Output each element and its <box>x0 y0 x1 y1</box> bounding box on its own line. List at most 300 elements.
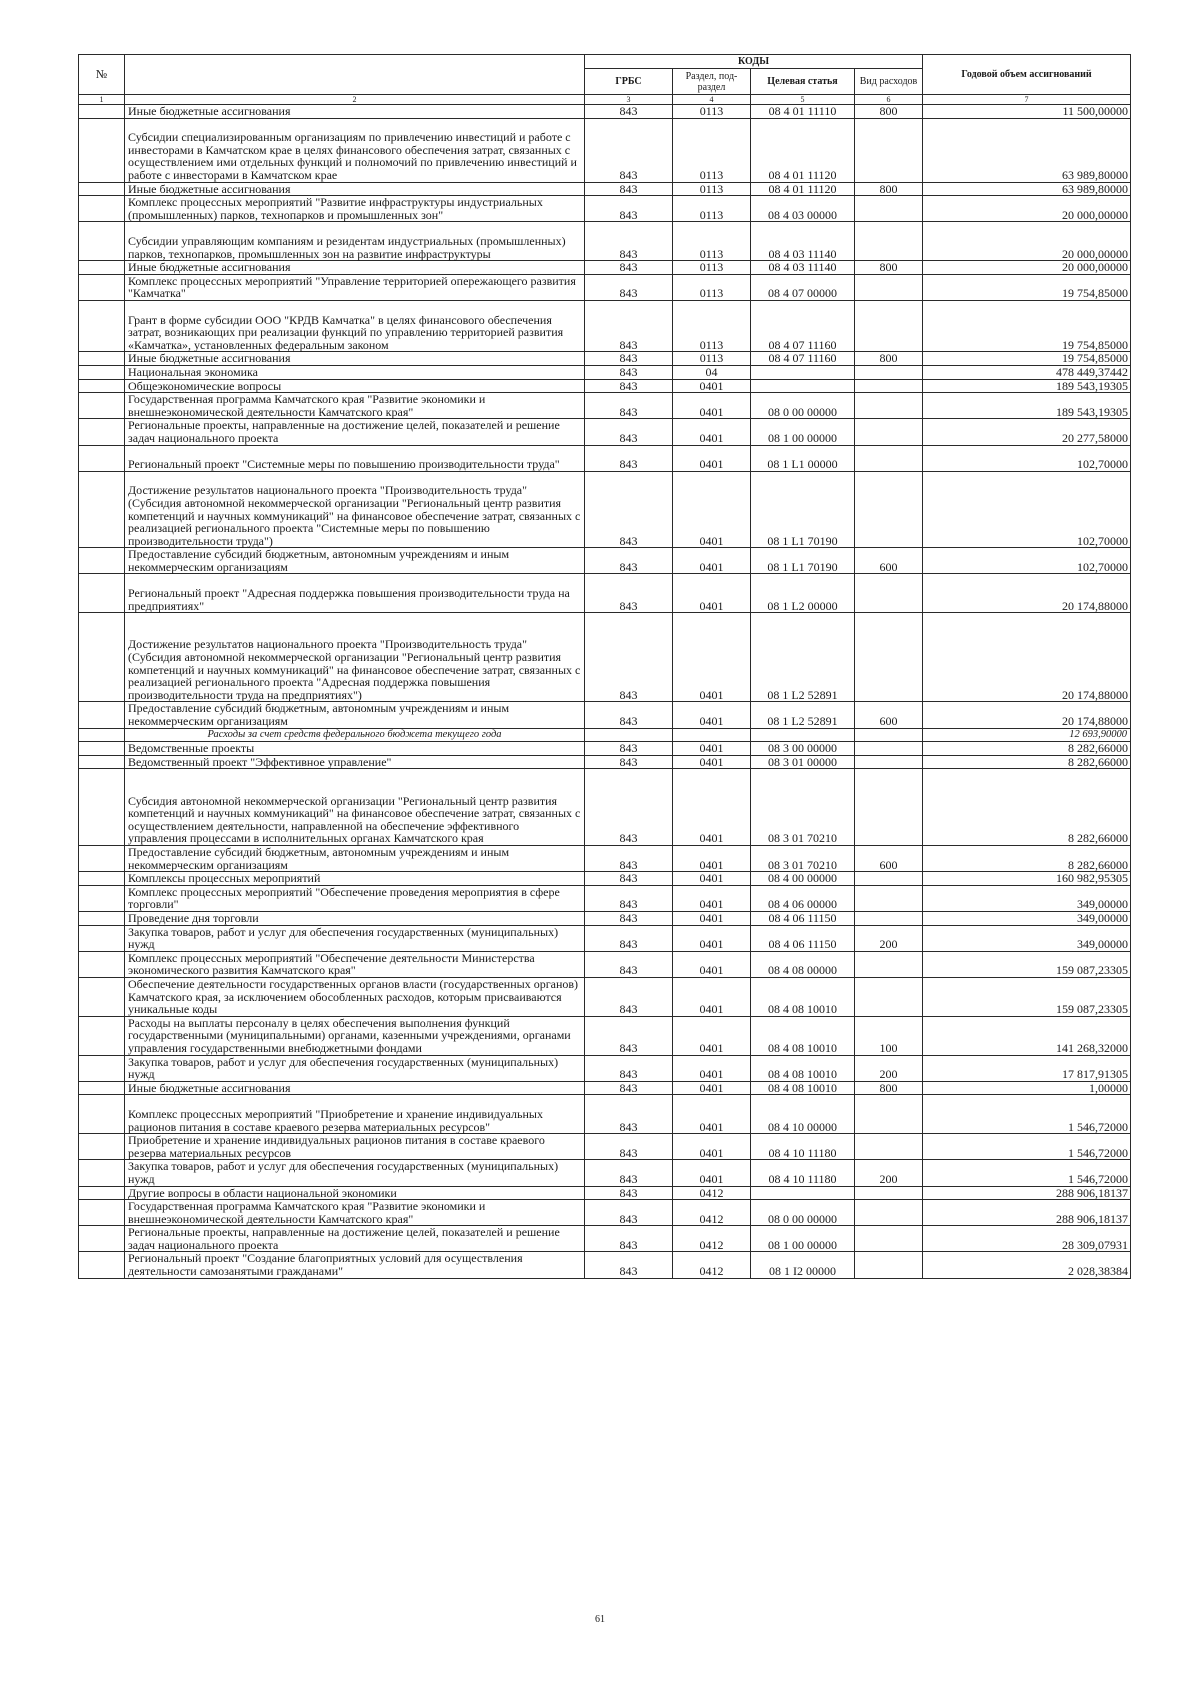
table-body <box>79 105 1131 1279</box>
row-number-cell <box>79 742 125 756</box>
row-number-cell <box>79 379 125 393</box>
table-row <box>79 471 1131 548</box>
table-row <box>79 846 1131 872</box>
row-exptype-cell <box>855 574 923 613</box>
row-target-cell: 08 0 00 00000 <box>751 393 855 419</box>
table-row <box>79 274 1131 300</box>
row-section-cell: 0401 <box>673 471 751 548</box>
row-grbs-cell: 843 <box>585 379 673 393</box>
row-grbs-cell: 843 <box>585 925 673 951</box>
row-grbs-cell <box>585 728 673 742</box>
row-exptype-cell <box>855 977 923 1016</box>
row-grbs-cell: 843 <box>585 445 673 471</box>
row-exptype-cell: 200 <box>855 1160 923 1186</box>
row-amount-cell: 20 000,00000 <box>923 222 1131 261</box>
row-number-cell <box>79 911 125 925</box>
row-section-cell: 0113 <box>673 352 751 366</box>
budget-table <box>78 54 1131 1279</box>
row-target-cell <box>751 728 855 742</box>
row-name-cell: Расходы на выплаты персоналу в целях обеспечения выполнения функций государственными (муниципальными) органами, казенными учреждениями, органами управления государственными внебюджетными фондами <box>125 1016 585 1055</box>
row-name-cell: Общеэкономические вопросы <box>125 379 585 393</box>
row-number-cell <box>79 222 125 261</box>
row-section-cell: 0401 <box>673 885 751 911</box>
row-number-cell <box>79 274 125 300</box>
row-exptype-cell <box>855 1186 923 1200</box>
row-number-cell <box>79 419 125 445</box>
row-exptype-cell: 600 <box>855 846 923 872</box>
table-row <box>79 445 1131 471</box>
col-num-2: 2 <box>125 95 585 105</box>
col-num-6: 6 <box>855 95 923 105</box>
row-exptype-cell <box>855 1095 923 1134</box>
table-row <box>79 951 1131 977</box>
row-amount-cell: 20 174,88000 <box>923 613 1131 702</box>
row-number-cell <box>79 574 125 613</box>
row-grbs-cell: 843 <box>585 769 673 846</box>
row-name-cell: Региональный проект "Адресная поддержка повышения производительности труда на предприятиях" <box>125 574 585 613</box>
table-row <box>79 613 1131 702</box>
row-amount-cell: 19 754,85000 <box>923 274 1131 300</box>
row-number-cell <box>79 182 125 196</box>
row-exptype-cell <box>855 885 923 911</box>
row-name-cell: Достижение результатов национального проекта "Производительность труда" (Субсидия автономной некоммерческой организации "Региональный центр развития компетенций и научных коммуникаций" на финансовое обеспечение затрат, связанных с реализацией регионального проекта "Адресная поддержка повышения производительности труда на предприятиях") <box>125 613 585 702</box>
row-section-cell: 0401 <box>673 742 751 756</box>
row-target-cell: 08 1 L2 52891 <box>751 702 855 728</box>
row-target-cell <box>751 365 855 379</box>
row-number-cell <box>79 1134 125 1160</box>
row-grbs-cell: 843 <box>585 300 673 351</box>
row-grbs-cell: 843 <box>585 1134 673 1160</box>
row-section-cell: 0113 <box>673 196 751 222</box>
row-section-cell: 0401 <box>673 445 751 471</box>
header-target: Целевая статья <box>751 69 855 95</box>
row-name-cell: Региональный проект "Создание благоприятных условий для осуществления деятельности самозанятыми гражданами" <box>125 1252 585 1278</box>
row-exptype-cell <box>855 728 923 742</box>
row-grbs-cell: 843 <box>585 471 673 548</box>
row-number-cell <box>79 1016 125 1055</box>
row-exptype-cell <box>855 196 923 222</box>
row-name-cell: Иные бюджетные ассигнования <box>125 182 585 196</box>
row-name-cell: Региональный проект "Системные меры по повышению производительности труда" <box>125 445 585 471</box>
row-name-cell: Комплексы процессных мероприятий <box>125 872 585 886</box>
row-target-cell: 08 4 03 11140 <box>751 261 855 275</box>
row-amount-cell: 2 028,38384 <box>923 1252 1131 1278</box>
row-target-cell: 08 4 06 11150 <box>751 925 855 951</box>
table-row <box>79 118 1131 182</box>
row-amount-cell: 160 982,95305 <box>923 872 1131 886</box>
row-exptype-cell <box>855 1226 923 1252</box>
row-target-cell <box>751 379 855 393</box>
row-name-cell: Субсидии управляющим компаниям и резидентам индустриальных (промышленных) парков, технопарков, промышленных зон на развитие инфраструктуры <box>125 222 585 261</box>
row-grbs-cell: 843 <box>585 222 673 261</box>
row-target-cell: 08 4 08 10010 <box>751 1081 855 1095</box>
row-amount-cell: 102,70000 <box>923 548 1131 574</box>
row-target-cell: 08 4 08 10010 <box>751 977 855 1016</box>
table-row <box>79 1160 1131 1186</box>
row-number-cell <box>79 300 125 351</box>
row-section-cell: 04 <box>673 365 751 379</box>
row-name-cell: Субсидия автономной некоммерческой организации "Региональный центр развития компетенций и научных коммуникаций" на финансовое обеспечение затрат, связанных с осуществлением деятельности, направленной на обеспечение эффективного управления процессами в исполнительных органах Камчатского края <box>125 769 585 846</box>
row-target-cell: 08 4 01 11110 <box>751 105 855 119</box>
row-exptype-cell: 800 <box>855 1081 923 1095</box>
row-target-cell: 08 4 08 10010 <box>751 1055 855 1081</box>
row-amount-cell: 1 546,72000 <box>923 1095 1131 1134</box>
table-row <box>79 105 1131 119</box>
row-section-cell <box>673 728 751 742</box>
row-number-cell <box>79 261 125 275</box>
row-section-cell: 0401 <box>673 1095 751 1134</box>
table-row <box>79 300 1131 351</box>
row-number-cell <box>79 393 125 419</box>
row-grbs-cell: 843 <box>585 1200 673 1226</box>
row-number-cell <box>79 885 125 911</box>
table-row <box>79 548 1131 574</box>
row-section-cell: 0401 <box>673 769 751 846</box>
row-number-cell <box>79 613 125 702</box>
row-amount-cell: 189 543,19305 <box>923 393 1131 419</box>
row-grbs-cell: 843 <box>585 613 673 702</box>
row-name-cell: Приобретение и хранение индивидуальных рационов питания в составе краевого резерва материальных ресурсов <box>125 1134 585 1160</box>
row-section-cell: 0401 <box>673 977 751 1016</box>
row-number-cell <box>79 548 125 574</box>
row-amount-cell: 8 282,66000 <box>923 846 1131 872</box>
row-name-cell: Ведомственный проект "Эффективное управление" <box>125 755 585 769</box>
row-section-cell: 0113 <box>673 274 751 300</box>
row-number-cell <box>79 872 125 886</box>
row-number-cell <box>79 105 125 119</box>
row-amount-cell: 20 000,00000 <box>923 196 1131 222</box>
row-name-cell: Региональные проекты, направленные на достижение целей, показателей и решение задач национального проекта <box>125 419 585 445</box>
row-grbs-cell: 843 <box>585 911 673 925</box>
col-num-4: 4 <box>673 95 751 105</box>
table-row <box>79 1055 1131 1081</box>
row-amount-cell: 349,00000 <box>923 925 1131 951</box>
table-row <box>79 352 1131 366</box>
row-name-cell: Другие вопросы в области национальной экономики <box>125 1186 585 1200</box>
header-amount: Годовой объем ассигнований <box>923 55 1131 95</box>
row-exptype-cell <box>855 471 923 548</box>
row-amount-cell: 159 087,23305 <box>923 977 1131 1016</box>
row-amount-cell: 19 754,85000 <box>923 300 1131 351</box>
row-grbs-cell: 843 <box>585 393 673 419</box>
row-target-cell: 08 4 00 00000 <box>751 872 855 886</box>
row-amount-cell: 141 268,32000 <box>923 1016 1131 1055</box>
row-amount-cell: 159 087,23305 <box>923 951 1131 977</box>
row-exptype-cell <box>855 1134 923 1160</box>
row-exptype-cell <box>855 379 923 393</box>
row-number-cell <box>79 1081 125 1095</box>
row-number-cell <box>79 1095 125 1134</box>
header-no: № <box>79 55 125 95</box>
table-row <box>79 728 1131 742</box>
row-name-cell: Комплекс процессных мероприятий "Приобретение и хранение индивидуальных рационов питания в составе краевого резерва материальных ресурсов" <box>125 1095 585 1134</box>
row-target-cell: 08 4 07 11160 <box>751 352 855 366</box>
row-target-cell: 08 3 00 00000 <box>751 742 855 756</box>
row-number-cell <box>79 1252 125 1278</box>
row-name-cell: Комплекс процессных мероприятий "Развитие инфраструктуры индустриальных (промышленных) парков, технопарков и промышленных зон" <box>125 196 585 222</box>
row-exptype-cell <box>855 951 923 977</box>
table-row <box>79 196 1131 222</box>
row-number-cell <box>79 702 125 728</box>
row-name-cell: Предоставление субсидий бюджетным, автономным учреждениям и иным некоммерческим организациям <box>125 548 585 574</box>
row-section-cell: 0401 <box>673 925 751 951</box>
row-target-cell: 08 1 L1 00000 <box>751 445 855 471</box>
row-amount-cell: 12 693,90000 <box>923 728 1131 742</box>
row-grbs-cell: 843 <box>585 1186 673 1200</box>
row-section-cell: 0412 <box>673 1226 751 1252</box>
row-name-cell: Ведомственные проекты <box>125 742 585 756</box>
row-number-cell <box>79 352 125 366</box>
row-target-cell: 08 4 10 11180 <box>751 1134 855 1160</box>
row-grbs-cell: 843 <box>585 261 673 275</box>
row-name-cell: Закупка товаров, работ и услуг для обеспечения государственных (муниципальных) нужд <box>125 925 585 951</box>
row-grbs-cell: 843 <box>585 1081 673 1095</box>
row-grbs-cell: 843 <box>585 118 673 182</box>
row-number-cell <box>79 1226 125 1252</box>
header-section: Раздел, под-раздел <box>673 69 751 95</box>
table-row <box>79 1095 1131 1134</box>
row-section-cell: 0401 <box>673 393 751 419</box>
row-target-cell: 08 4 03 11140 <box>751 222 855 261</box>
row-amount-cell: 1,00000 <box>923 1081 1131 1095</box>
row-section-cell: 0401 <box>673 702 751 728</box>
row-target-cell: 08 0 00 00000 <box>751 1200 855 1226</box>
row-amount-cell: 189 543,19305 <box>923 379 1131 393</box>
row-exptype-cell <box>855 769 923 846</box>
row-target-cell: 08 4 01 11120 <box>751 118 855 182</box>
row-grbs-cell: 843 <box>585 977 673 1016</box>
row-section-cell: 0401 <box>673 911 751 925</box>
row-target-cell: 08 4 03 00000 <box>751 196 855 222</box>
row-number-cell <box>79 196 125 222</box>
row-name-cell: Субсидии специализированным организациям по привлечению инвестиций и работе с инвесторами в Камчатском крае в целях финансового обеспечения затрат, связанных с осуществлением ими отдельных функций и полномочий по привлечению инвестиций и работе с инвесторами в Камчатском крае <box>125 118 585 182</box>
table-row <box>79 1186 1131 1200</box>
row-target-cell: 08 3 01 70210 <box>751 846 855 872</box>
row-amount-cell: 20 277,58000 <box>923 419 1131 445</box>
row-amount-cell: 102,70000 <box>923 471 1131 548</box>
row-exptype-cell: 100 <box>855 1016 923 1055</box>
row-section-cell: 0401 <box>673 951 751 977</box>
row-exptype-cell <box>855 613 923 702</box>
row-grbs-cell: 843 <box>585 951 673 977</box>
row-exptype-cell <box>855 911 923 925</box>
table-row <box>79 261 1131 275</box>
row-target-cell <box>751 1186 855 1200</box>
row-section-cell: 0113 <box>673 118 751 182</box>
row-name-cell: Иные бюджетные ассигнования <box>125 352 585 366</box>
col-num-7: 7 <box>923 95 1131 105</box>
row-amount-cell: 478 449,37442 <box>923 365 1131 379</box>
row-number-cell <box>79 471 125 548</box>
col-num-1: 1 <box>79 95 125 105</box>
table-row <box>79 925 1131 951</box>
row-section-cell: 0113 <box>673 182 751 196</box>
row-target-cell: 08 1 00 00000 <box>751 1226 855 1252</box>
row-exptype-cell: 800 <box>855 182 923 196</box>
row-name-cell: Комплекс процессных мероприятий "Обеспечение проведения мероприятия в сфере торговли" <box>125 885 585 911</box>
table-row <box>79 977 1131 1016</box>
row-target-cell: 08 4 07 00000 <box>751 274 855 300</box>
row-exptype-cell <box>855 222 923 261</box>
row-grbs-cell: 843 <box>585 846 673 872</box>
row-target-cell: 08 1 L1 70190 <box>751 548 855 574</box>
row-section-cell: 0113 <box>673 105 751 119</box>
row-exptype-cell <box>855 300 923 351</box>
row-grbs-cell: 843 <box>585 105 673 119</box>
row-target-cell: 08 1 I2 00000 <box>751 1252 855 1278</box>
row-amount-cell: 20 174,88000 <box>923 702 1131 728</box>
table-row <box>79 1016 1131 1055</box>
row-grbs-cell: 843 <box>585 1055 673 1081</box>
row-grbs-cell: 843 <box>585 1016 673 1055</box>
row-amount-cell: 28 309,07931 <box>923 1226 1131 1252</box>
row-name-cell: Национальная экономика <box>125 365 585 379</box>
row-target-cell: 08 4 07 11160 <box>751 300 855 351</box>
row-amount-cell: 349,00000 <box>923 885 1131 911</box>
row-amount-cell: 1 546,72000 <box>923 1160 1131 1186</box>
row-grbs-cell: 843 <box>585 885 673 911</box>
row-amount-cell: 8 282,66000 <box>923 755 1131 769</box>
row-number-cell <box>79 755 125 769</box>
row-exptype-cell <box>855 365 923 379</box>
table-row <box>79 1252 1131 1278</box>
table-row <box>79 419 1131 445</box>
table-row <box>79 742 1131 756</box>
row-exptype-cell: 200 <box>855 925 923 951</box>
row-number-cell <box>79 1186 125 1200</box>
row-target-cell: 08 4 10 11180 <box>751 1160 855 1186</box>
row-section-cell: 0401 <box>673 1055 751 1081</box>
row-amount-cell: 8 282,66000 <box>923 769 1131 846</box>
row-section-cell: 0401 <box>673 574 751 613</box>
row-target-cell: 08 4 06 00000 <box>751 885 855 911</box>
row-name-cell: Государственная программа Камчатского края "Развитие экономики и внешнеэкономической деятельности Камчатского края" <box>125 393 585 419</box>
row-name-cell: Обеспечение деятельности государственных органов власти (государственных органов) Камчатского края, за исключением обособленных расходов, которым присваиваются уникальные коды <box>125 977 585 1016</box>
row-name-cell: Закупка товаров, работ и услуг для обеспечения государственных (муниципальных) нужд <box>125 1160 585 1186</box>
table-row <box>79 182 1131 196</box>
table-row <box>79 1226 1131 1252</box>
table-row <box>79 379 1131 393</box>
row-target-cell: 08 1 L2 00000 <box>751 574 855 613</box>
row-number-cell <box>79 977 125 1016</box>
row-grbs-cell: 843 <box>585 1226 673 1252</box>
row-name-cell: Закупка товаров, работ и услуг для обеспечения государственных (муниципальных) нужд <box>125 1055 585 1081</box>
row-name-cell: Комплекс процессных мероприятий "Обеспечение деятельности Министерства экономического развития Камчатского края" <box>125 951 585 977</box>
table-row <box>79 702 1131 728</box>
row-name-cell: Проведение дня торговли <box>125 911 585 925</box>
row-exptype-cell <box>855 274 923 300</box>
row-name-cell: Иные бюджетные ассигнования <box>125 105 585 119</box>
row-exptype-cell: 800 <box>855 352 923 366</box>
row-section-cell: 0113 <box>673 261 751 275</box>
row-name-cell: Региональные проекты, направленные на достижение целей, показателей и решение задач национального проекта <box>125 1226 585 1252</box>
row-amount-cell: 20 000,00000 <box>923 261 1131 275</box>
row-section-cell: 0401 <box>673 419 751 445</box>
row-section-cell: 0401 <box>673 1160 751 1186</box>
row-section-cell: 0401 <box>673 755 751 769</box>
row-grbs-cell: 843 <box>585 365 673 379</box>
row-amount-cell: 1 546,72000 <box>923 1134 1131 1160</box>
row-section-cell: 0412 <box>673 1200 751 1226</box>
row-target-cell: 08 1 L2 52891 <box>751 613 855 702</box>
header-grbs: ГРБС <box>585 69 673 95</box>
row-grbs-cell: 843 <box>585 352 673 366</box>
row-target-cell: 08 4 01 11120 <box>751 182 855 196</box>
table-row <box>79 885 1131 911</box>
row-grbs-cell: 843 <box>585 182 673 196</box>
row-section-cell: 0401 <box>673 613 751 702</box>
row-grbs-cell: 843 <box>585 548 673 574</box>
row-amount-cell: 63 989,80000 <box>923 182 1131 196</box>
row-number-cell <box>79 1055 125 1081</box>
row-exptype-cell: 600 <box>855 702 923 728</box>
table-row <box>79 365 1131 379</box>
row-number-cell <box>79 118 125 182</box>
row-grbs-cell: 843 <box>585 755 673 769</box>
row-amount-cell: 349,00000 <box>923 911 1131 925</box>
row-exptype-cell <box>855 445 923 471</box>
row-number-cell <box>79 445 125 471</box>
row-name-cell: Иные бюджетные ассигнования <box>125 261 585 275</box>
row-number-cell <box>79 1160 125 1186</box>
row-amount-cell: 20 174,88000 <box>923 574 1131 613</box>
row-amount-cell: 288 906,18137 <box>923 1186 1131 1200</box>
row-section-cell: 0113 <box>673 300 751 351</box>
row-grbs-cell: 843 <box>585 196 673 222</box>
table-row <box>79 769 1131 846</box>
row-section-cell: 0412 <box>673 1186 751 1200</box>
row-name-cell: Государственная программа Камчатского края "Развитие экономики и внешнеэкономической деятельности Камчатского края" <box>125 1200 585 1226</box>
row-amount-cell: 11 500,00000 <box>923 105 1131 119</box>
row-section-cell: 0401 <box>673 1081 751 1095</box>
document-page <box>78 54 1130 1279</box>
row-amount-cell: 8 282,66000 <box>923 742 1131 756</box>
row-exptype-cell <box>855 872 923 886</box>
row-section-cell: 0113 <box>673 222 751 261</box>
row-section-cell: 0401 <box>673 1016 751 1055</box>
table-row <box>79 911 1131 925</box>
table-row <box>79 755 1131 769</box>
row-exptype-cell <box>855 1252 923 1278</box>
row-grbs-cell: 843 <box>585 274 673 300</box>
row-exptype-cell <box>855 1200 923 1226</box>
row-target-cell: 08 1 L1 70190 <box>751 471 855 548</box>
row-amount-cell: 288 906,18137 <box>923 1200 1131 1226</box>
row-amount-cell: 63 989,80000 <box>923 118 1131 182</box>
row-section-cell: 0401 <box>673 379 751 393</box>
row-grbs-cell: 843 <box>585 702 673 728</box>
row-amount-cell: 19 754,85000 <box>923 352 1131 366</box>
row-grbs-cell: 843 <box>585 742 673 756</box>
row-target-cell: 08 4 08 10010 <box>751 1016 855 1055</box>
row-name-cell: Иные бюджетные ассигнования <box>125 1081 585 1095</box>
row-number-cell <box>79 365 125 379</box>
row-grbs-cell: 843 <box>585 1095 673 1134</box>
table-row <box>79 1134 1131 1160</box>
row-number-cell <box>79 728 125 742</box>
row-target-cell: 08 3 01 00000 <box>751 755 855 769</box>
row-section-cell: 0412 <box>673 1252 751 1278</box>
row-grbs-cell: 843 <box>585 574 673 613</box>
row-exptype-cell: 200 <box>855 1055 923 1081</box>
page-number: 61 <box>595 1614 605 1625</box>
row-name-cell: Грант в форме субсидии ООО "КРДВ Камчатка" в целях финансового обеспечения затрат, возникающих при реализации функций по управлению территорией развития «Камчатка», установленных федеральным законом <box>125 300 585 351</box>
header-codes: КОДЫ <box>585 55 923 69</box>
row-target-cell: 08 4 08 00000 <box>751 951 855 977</box>
row-number-cell <box>79 925 125 951</box>
table-row <box>79 872 1131 886</box>
row-amount-cell: 102,70000 <box>923 445 1131 471</box>
